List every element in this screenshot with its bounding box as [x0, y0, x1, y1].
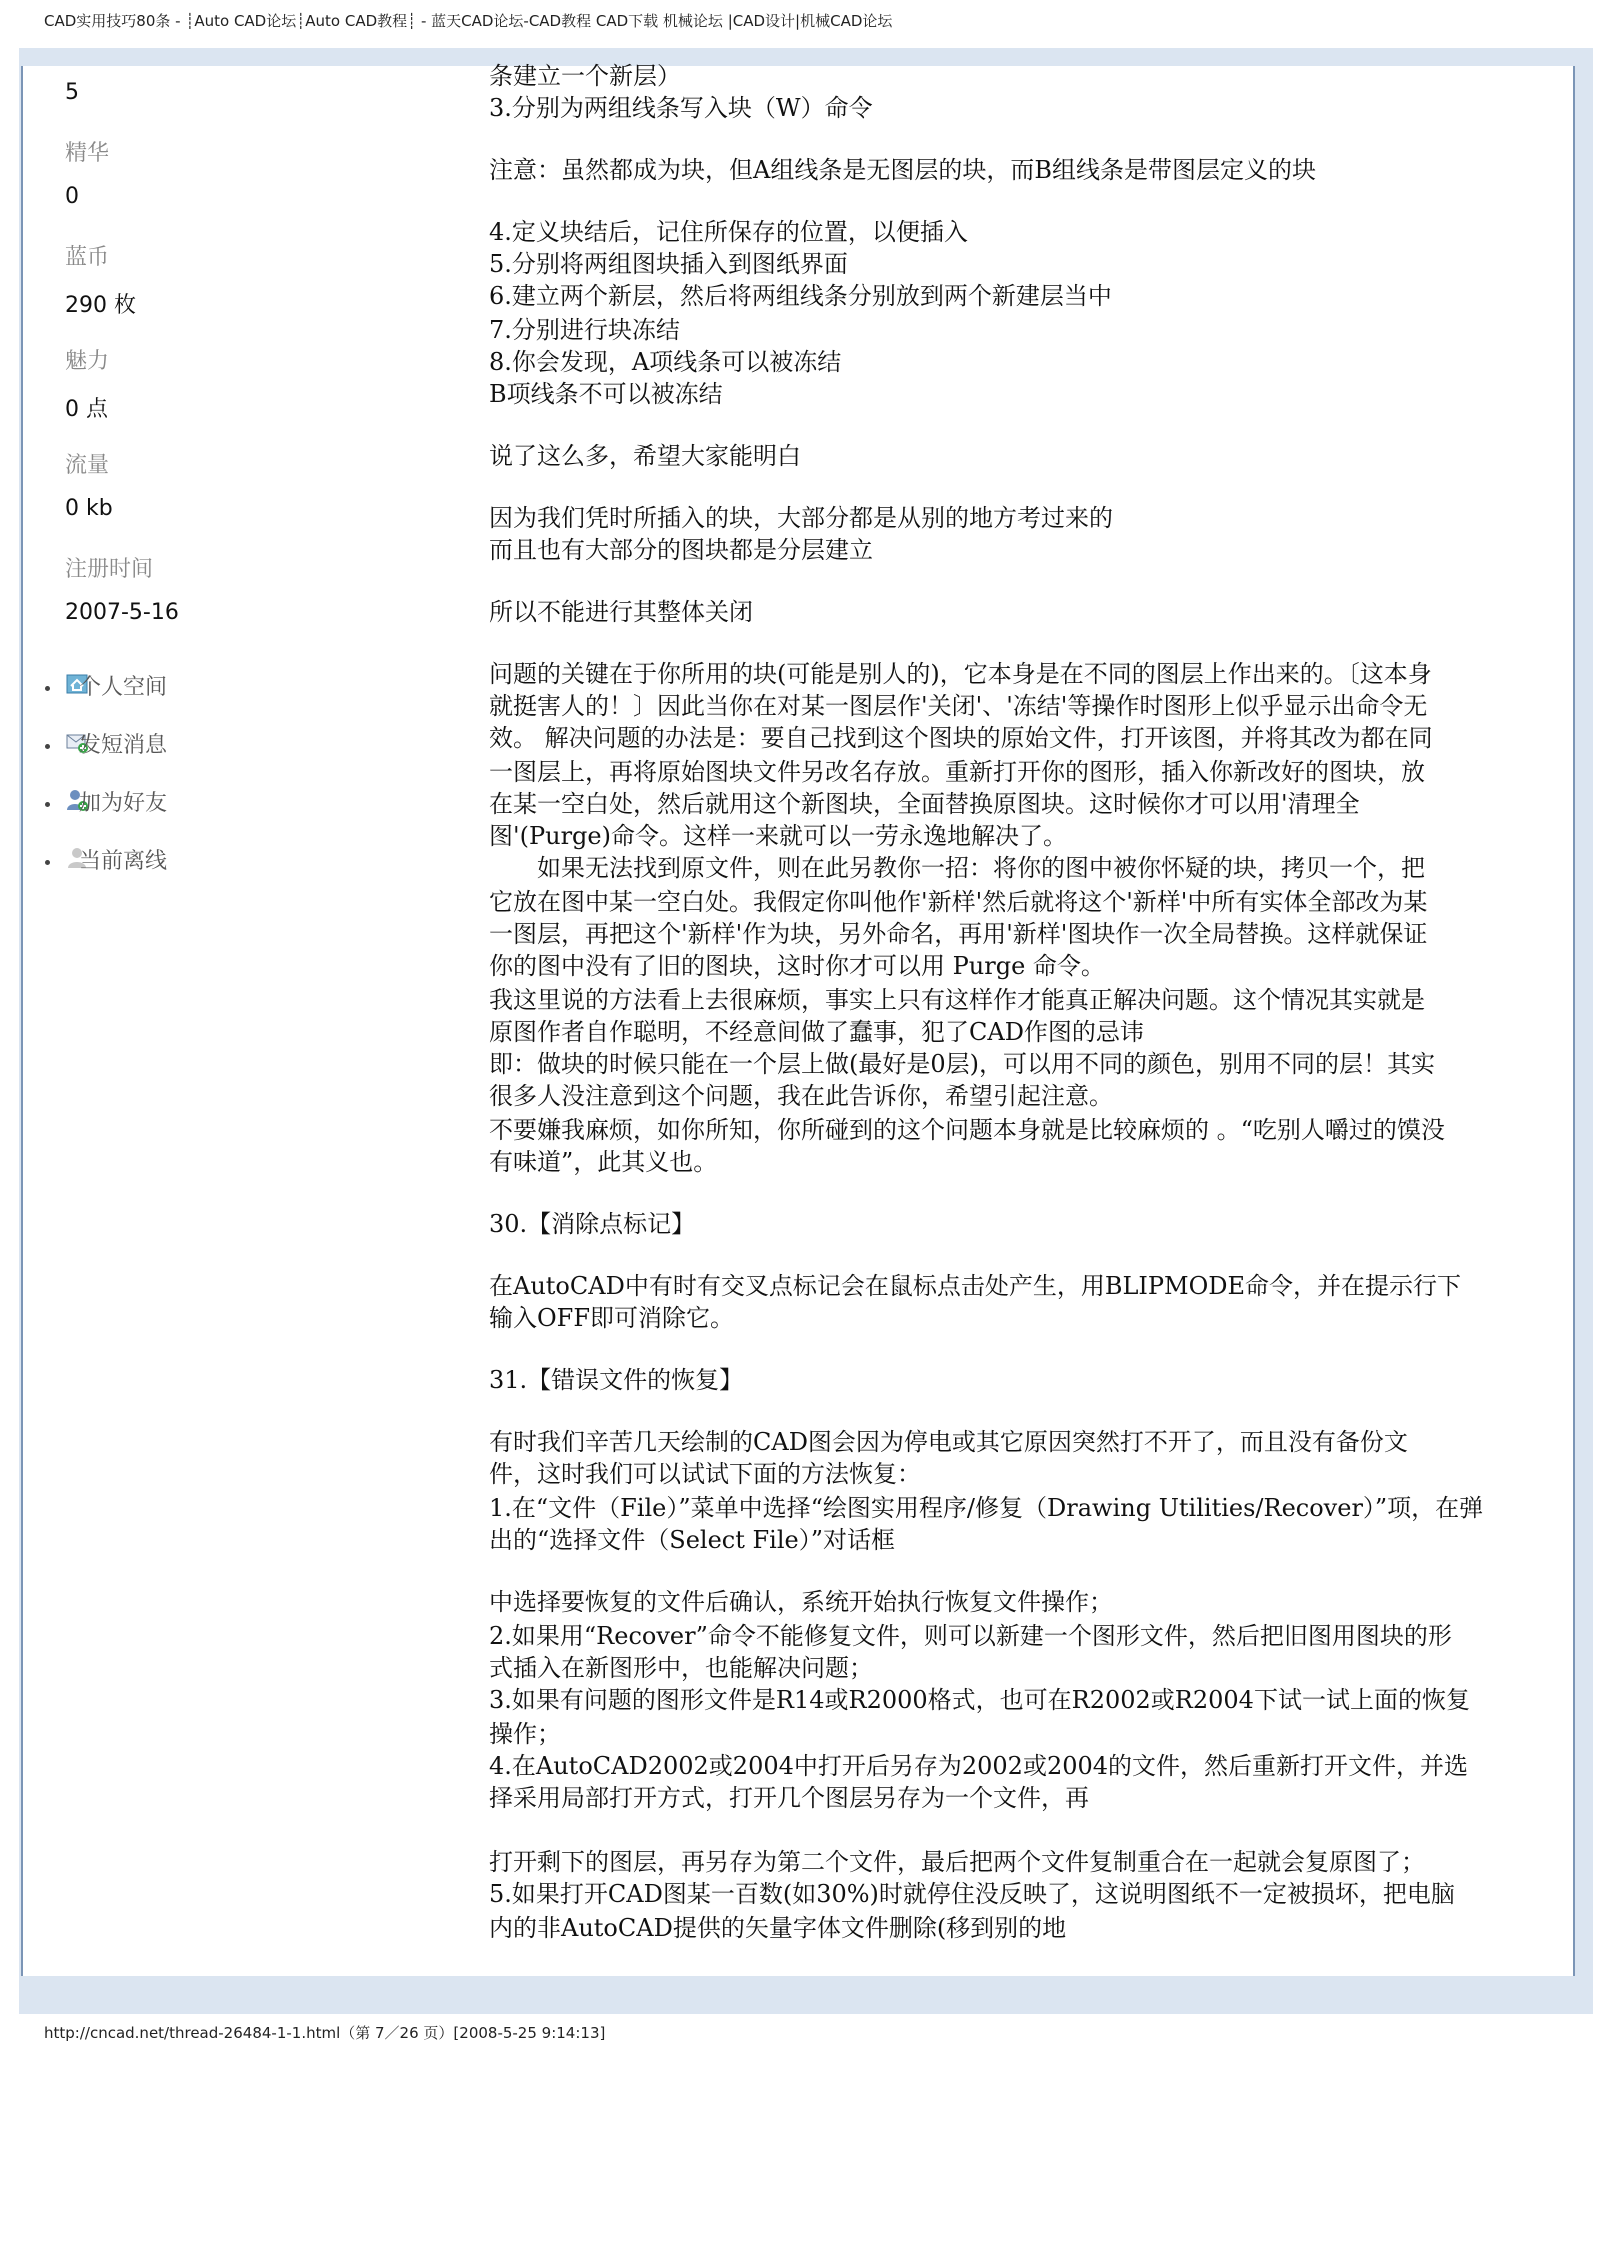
content-line: 在AutoCAD中有时有交叉点标记会在鼠标点击处产生，用BLIPMODE命令，并在提示行下	[489, 1272, 1462, 1300]
stat-value-posts: 5	[65, 80, 79, 105]
content-line: 你的图中没有了旧的图块，这时你才可以用 Purge 命令。	[489, 952, 1105, 980]
content-line: 就挺害人的！〕因此当你在对某一图层作'关闭'、'冻结'等操作时图形上似乎显示出命令无	[489, 692, 1428, 720]
content-line: 操作；	[489, 1720, 561, 1748]
content-line: 4.在AutoCAD2002或2004中打开后另存为2002或2004的文件，然后重新打开文件，并选	[489, 1752, 1469, 1780]
content-line: 而且也有大部分的图块都是分层建立	[489, 536, 873, 564]
content-line: 有味道”，此其义也。	[489, 1148, 718, 1176]
content-line: 输入OFF即可消除它。	[489, 1304, 734, 1332]
content-line: 说了这么多，希望大家能明白	[489, 442, 801, 470]
content-line: 3.如果有问题的图形文件是R14或R2000格式，也可在R2002或R2004下试一试上面的恢复	[489, 1686, 1470, 1714]
content-line: 6.建立两个新层，然后将两组线条分别放到两个新建层当中	[489, 282, 1112, 310]
sidebar-link-profile[interactable]	[45, 670, 168, 701]
stat-value-digest: 0	[65, 184, 79, 209]
content-heading: 30.【消除点标记】	[489, 1210, 696, 1238]
stat-value-charm: 0 点	[65, 397, 108, 422]
content-line: 不要嫌我麻烦，如你所知，你所碰到的这个问题本身就是比较麻烦的 。“吃别人嚼过的馍没	[489, 1116, 1445, 1144]
content-line: 图'(Purge)命令。这样一来就可以一劳永逸地解决了。	[489, 822, 1067, 850]
content-line: 4.定义块结后，记住所保存的位置，以便插入	[489, 218, 968, 246]
sidebar-link-label: 个人空间	[79, 675, 168, 700]
content-line: 打开剩下的图层，再另存为第二个文件，最后把两个文件复制重合在一起就会复原图了；	[489, 1848, 1425, 1876]
page-footer-url: http://cncad.net/thread-26484-1-1.html（第 7／26 页）[2008-5-25 9:14:13]	[44, 2024, 606, 2042]
content-line: 中选择要恢复的文件后确认，系统开始执行恢复文件操作；	[489, 1588, 1113, 1616]
content-line: 如果无法找到原文件，则在此另教你一招：将你的图中被你怀疑的块，拷贝一个，把	[489, 854, 1425, 882]
content-line: 8.你会发现，A项线条可以被冻结	[489, 348, 842, 376]
content-line: 一图层上，再将原始图块文件另改名存放。重新打开你的图形，插入你新改好的图块，放	[489, 758, 1425, 786]
content-line: 2.如果用“Recover”命令不能修复文件，则可以新建一个图形文件，然后把旧图用图块的形	[489, 1622, 1452, 1650]
stat-label-digest: 精华	[65, 141, 110, 166]
content-line: 1.在“文件（File）”菜单中选择“绘图实用程序/修复（Drawing Utilities/Recover）”项，在弹	[489, 1494, 1484, 1522]
content-line: 条建立一个新层）	[489, 62, 681, 90]
sidebar-link-send-message[interactable]	[45, 728, 168, 759]
stat-label-coins: 蓝币	[65, 245, 110, 270]
sidebar-link-label: 发短消息	[79, 733, 168, 758]
content-line: 择采用局部打开方式，打开几个图层另存为一个文件，再	[489, 1784, 1089, 1812]
sidebar-link-label: 加为好友	[79, 791, 168, 816]
content-line: 我这里说的方法看上去很麻烦，事实上只有这样作才能真正解决问题。这个情况其实就是	[489, 986, 1425, 1014]
content-line: 注意：虽然都成为块，但A组线条是无图层的块，而B组线条是带图层定义的块	[489, 156, 1316, 184]
stat-value-register-date: 2007-5-16	[65, 600, 179, 625]
content-line: 因为我们凭时所插入的块，大部分都是从别的地方考过来的	[489, 504, 1113, 532]
content-line: 式插入在新图形中，也能解决问题；	[489, 1654, 873, 1682]
content-line: 即：做块的时候只能在一个层上做(最好是0层)，可以用不同的颜色，别用不同的层！其实	[489, 1050, 1435, 1078]
stat-label-charm: 魅力	[65, 349, 110, 374]
sidebar-status-offline	[45, 844, 168, 875]
content-line: 7.分别进行块冻结	[489, 316, 680, 344]
content-heading: 31.【错误文件的恢复】	[489, 1366, 744, 1394]
content-line: 出的“选择文件（Select File）”对话框	[489, 1526, 895, 1554]
content-line: 原图作者自作聪明，不经意间做了蠢事，犯了CAD作图的忌讳	[489, 1018, 1144, 1046]
content-line: 很多人没注意到这个问题，我在此告诉你，希望引起注意。	[489, 1082, 1113, 1110]
content-line: 3.分别为两组线条写入块（W）命令	[489, 94, 873, 122]
content-line: 在某一空白处，然后就用这个新图块，全面替换原图块。这时候你才可以用'清理全	[489, 790, 1360, 818]
stat-label-traffic: 流量	[65, 453, 110, 478]
content-line: 内的非AutoCAD提供的矢量字体文件删除(移到别的地	[489, 1914, 1067, 1942]
content-line: 件，这时我们可以试试下面的方法恢复：	[489, 1460, 921, 1488]
content-line: 问题的关键在于你所用的块(可能是别人的)，它本身是在不同的图层上作出来的。〔这本身	[489, 660, 1432, 688]
content-line: 一图层，再把这个'新样'作为块，另外命名，再用'新样'图块作一次全局替换。这样就保证	[489, 920, 1428, 948]
content-line: 所以不能进行其整体关闭	[489, 598, 753, 626]
content-line: 它放在图中某一空白处。我假定你叫他作'新样'然后就将这个'新样'中所有实体全部改为某	[489, 888, 1428, 916]
sidebar-link-add-friend[interactable]	[45, 786, 168, 817]
stat-value-traffic: 0 kb	[65, 496, 113, 521]
content-line: 5.分别将两组图块插入到图纸界面	[489, 250, 848, 278]
content-line: 5.如果打开CAD图某一百数(如30%)时就停住没反映了，这说明图纸不一定被损坏，把电脑	[489, 1880, 1455, 1908]
content-line: B项线条不可以被冻结	[489, 380, 723, 408]
stat-label-register-date: 注册时间	[65, 557, 154, 582]
content-line: 效。 解决问题的办法是：要自己找到这个图块的原始文件，打开该图，并将其改为都在同	[489, 724, 1433, 752]
sidebar-link-label: 当前离线	[79, 849, 168, 874]
page-header-title: CAD实用技巧80条 - ┊Auto CAD论坛┊Auto CAD教程┊ - 蓝天CAD论坛-CAD教程 CAD下载 机械论坛 |CAD设计|机械CAD论坛	[44, 12, 893, 30]
content-line: 有时我们辛苦几天绘制的CAD图会因为停电或其它原因突然打不开了，而且没有备份文	[489, 1428, 1408, 1456]
stat-value-coins: 290 枚	[65, 293, 136, 318]
post-container	[21, 62, 1575, 1976]
